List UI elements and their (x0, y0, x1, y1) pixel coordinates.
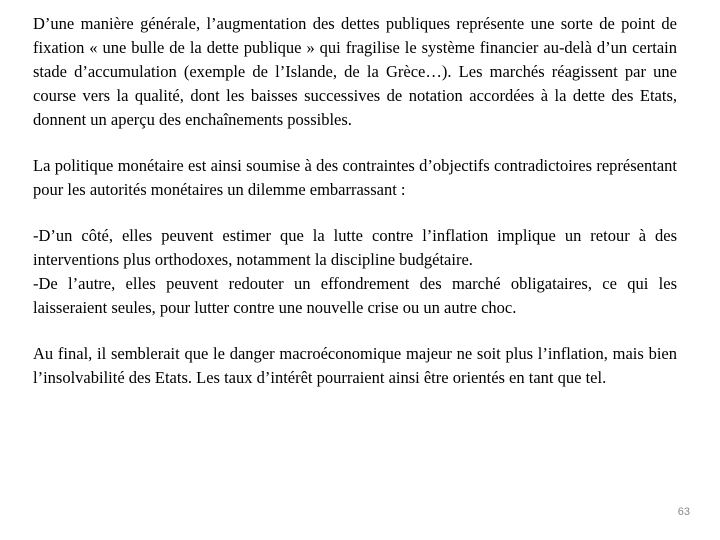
paragraph-one-side: -D’un côté, elles peuvent estimer que la lutte contre l’inflation implique un retour à des interventions plus orthodoxes, notamment la discipline budgétaire. (33, 226, 677, 269)
paragraph-monetary-policy: La politique monétaire est ainsi soumise à des contraintes d’objectifs contradictoires représentant pour les autorités monétaires un dilemme embarrassant : (33, 156, 677, 199)
body-text (33, 12, 677, 390)
paragraph-other-side: -De l’autre, elles peuvent redouter un effondrement des marché obligataires, ce qui les laisseraient seules, pour lutter contre une nouvelle crise ou un autre choc. (33, 274, 677, 317)
page-number: 63 (677, 506, 690, 518)
paragraph-conclusion: Au final, il semblerait que le danger macroéconomique majeur ne soit plus l’inflation, mais bien l’insolvabilité des Etats. Les taux d’intérêt pourraient ainsi être orientés en tant que tel. (33, 344, 677, 387)
paragraph-public-debt: D’une manière générale, l’augmentation des dettes publiques représente une sorte de point de fixation « une bulle de la dette publique » qui fragilise le système financier au-delà d’un certain stade d’accumulation (exemple de l’Islande, de la Grèce…). Les marchés réagissent par une course vers la qualité, dont les baisses successives de notation accordées à la dette des Etats, donnent un aperçu des enchaînements possibles. (33, 14, 677, 129)
